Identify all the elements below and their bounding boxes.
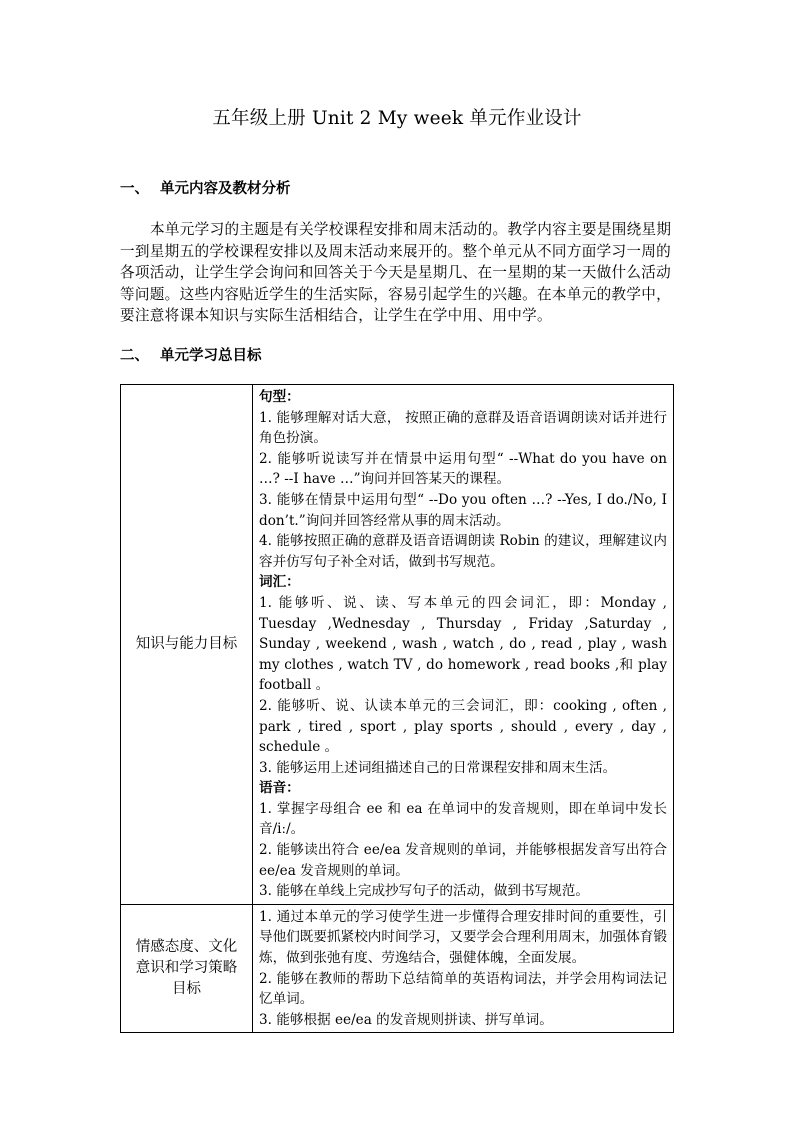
list-item: 1. 掌握字母组合 ee 和 ea 在单词中的发音规则，即在单词中发长音/iː/。 (259, 800, 667, 838)
list-item: 1. 能够听、说、读、写本单元的四会词汇，即：Monday , Tuesday ,Wednesday , Thursday , Friday ,Saturday , Sunday , weekend , wash , watch , do , read , play , wash my clothes , watch TV , do homework , read books ,和 play football 。 (259, 594, 667, 694)
list-item: 1. 能够理解对话大意， 按照正确的意群及语音语调朗读对话并进行角色扮演。 (259, 409, 667, 447)
subheading-phonics: 语音： (259, 780, 300, 797)
table-row (121, 385, 674, 905)
section-heading-learning-goals (120, 346, 262, 366)
list-item: 3. 能够运用上述词组描述自己的日常课程安排和周末生活。 (259, 759, 617, 776)
section-number: 二、 (120, 347, 149, 364)
list-item: 2. 能够听说读写并在情景中运用句型“ --What do you have on …? --I have …”询问并回答某天的课程。 (259, 450, 667, 488)
document-title: 五年级上册 Unit 2 My week 单元作业设计 (212, 108, 582, 129)
table-row (121, 904, 674, 1033)
list-item: 2. 能够读出符合 ee/ea 发音规则的单词，并能够根据发音写出符合 ee/ea 发音规则的单词。 (259, 842, 667, 879)
subheading-vocabulary: 词汇： (259, 574, 300, 591)
subheading-sentence-patterns: 句型： (259, 389, 300, 405)
section-heading-text: 单元学习总目标 (160, 347, 262, 364)
row-label-knowledge-ability: 知识与能力目标 (121, 385, 253, 905)
goals-table (120, 384, 674, 1033)
list-item: 2. 能够听、说、认读本单元的三会词汇，即：cooking , often , park , tired , sport , play sports , should , every , day , schedule 。 (259, 697, 667, 756)
list-item: 3. 能够根据 ee/ea 的发音规则拼读、拼写单词。 (259, 1011, 553, 1028)
section-number: 一、 (120, 180, 149, 197)
row-label-emotion-culture-strategy: 情感态度、文化意识和学习策略目标 (121, 904, 253, 1033)
section-heading-content-analysis (120, 179, 291, 199)
list-item: 3. 能够在情景中运用句型“ --Do you often …? --Yes, I do./No, I don’t.”询问并回答经常从事的周末活动。 (259, 491, 667, 529)
list-item: 1. 通过本单元的学习使学生进一步懂得合理安排时间的重要性，引导他们既要抓紧校内时间学习，又要学会合理利用周末，加强体育锻炼，做到张弛有度、劳逸结合，强健体魄，全面发展。 (259, 908, 667, 967)
row-content-knowledge-ability (253, 385, 674, 905)
list-item: 4. 能够按照正确的意群及语音语调朗读 Robin 的建议，理解建议内容并仿写句子补全对话，做到书写规范。 (259, 533, 667, 570)
section-heading-text: 单元内容及教材分析 (160, 180, 291, 197)
content-analysis-paragraph: 本单元学习的主题是有关学校课程安排和周末活动的。教学内容主要是围绕星期一到星期五的学校课程安排以及周末活动来展开的。整个单元从不同方面学习一周的各项活动，让学生学会询问和回答关于今天是星期几、在一星期的某一天做什么活动等问题。这些内容贴近学生的生活实际，容易引起学生的兴趣。在本单元的教学中，要注意将课本知识与实际生活相结合，让学生在学中用、用中学。 (120, 221, 672, 325)
row-content-emotion-culture-strategy (253, 904, 674, 1033)
list-item: 2. 能够在教师的帮助下总结简单的英语构词法，并学会用构词法记忆单词。 (259, 970, 667, 1008)
list-item: 3. 能够在单线上完成抄写句子的活动，做到书写规范。 (259, 883, 589, 900)
